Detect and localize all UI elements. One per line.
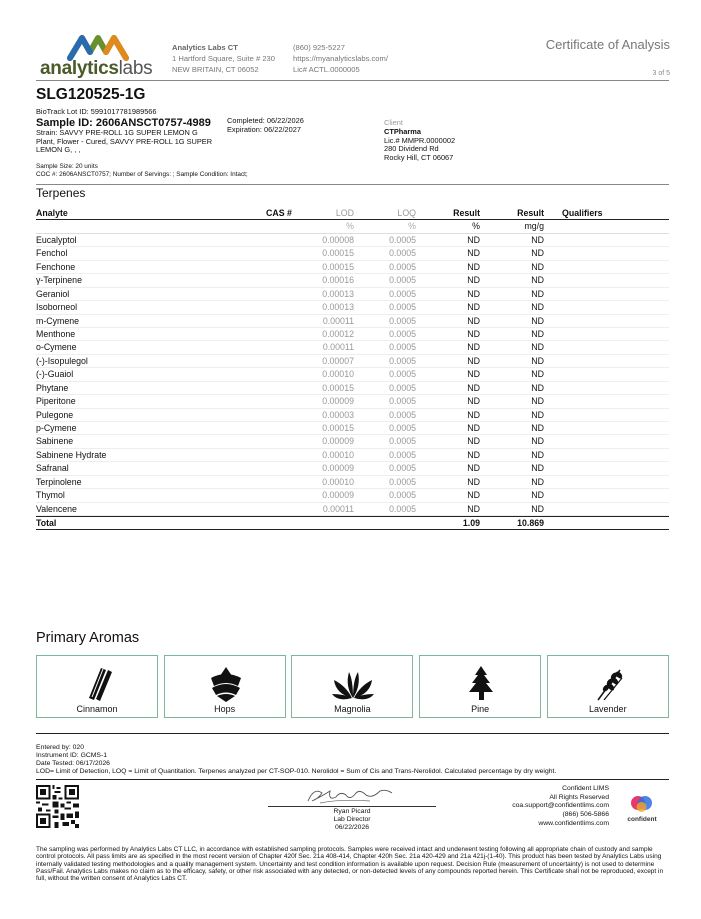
aroma-card-cinnamon bbox=[36, 655, 158, 718]
terpenes-table bbox=[36, 207, 669, 530]
lab-url[interactable]: https://myanalyticslabs.com/ bbox=[293, 54, 388, 63]
table-row bbox=[36, 409, 669, 422]
cell-loq: 0.0005 bbox=[389, 503, 416, 514]
table-row bbox=[36, 449, 669, 462]
cell-result-mg: ND bbox=[531, 503, 544, 514]
cell-result-mg: ND bbox=[531, 328, 544, 339]
sample-meta-bottom bbox=[36, 163, 248, 178]
aroma-card-pine bbox=[419, 655, 541, 718]
sample-title: SLG120525-1G bbox=[36, 86, 146, 103]
cell-lod: 0.00015 bbox=[322, 248, 354, 259]
cell-result-mg: ND bbox=[531, 261, 544, 272]
cell-result-mg: ND bbox=[531, 423, 544, 433]
cell-result-mg: ND bbox=[531, 382, 544, 393]
terpenes-section-title: Terpenes bbox=[36, 186, 86, 200]
footer-divider bbox=[36, 733, 669, 734]
cell-loq: 0.0005 bbox=[389, 382, 416, 393]
table-row bbox=[36, 341, 669, 354]
cell-result-mg: ND bbox=[531, 463, 544, 474]
cell-result-mg: ND bbox=[531, 315, 544, 326]
lims-rights: All Rights Reserved bbox=[549, 793, 609, 801]
cell-result-percent: ND bbox=[467, 288, 480, 299]
aroma-label: Magnolia bbox=[334, 704, 371, 714]
cell-analyte: Fenchol bbox=[36, 248, 68, 259]
cell-analyte: Isoborneol bbox=[36, 302, 78, 313]
cell-loq: 0.0005 bbox=[389, 248, 416, 259]
cell-lod: 0.00008 bbox=[322, 234, 354, 245]
cell-lod: 0.00003 bbox=[322, 409, 354, 420]
cell-loq: 0.0005 bbox=[389, 463, 416, 474]
table-row bbox=[36, 355, 669, 368]
total-result-percent: 1.09 bbox=[462, 518, 480, 529]
page-number: 3 of 5 bbox=[652, 70, 670, 77]
cell-result-percent: ND bbox=[467, 342, 480, 353]
cell-lod: 0.00013 bbox=[322, 288, 354, 299]
cell-result-mg: ND bbox=[531, 396, 544, 407]
cell-loq: 0.0005 bbox=[389, 396, 416, 407]
cell-loq: 0.0005 bbox=[389, 436, 416, 447]
cell-loq: 0.0005 bbox=[389, 315, 416, 326]
cell-loq: 0.0005 bbox=[389, 409, 416, 420]
signature-icon bbox=[300, 783, 400, 808]
cell-result-percent: ND bbox=[467, 449, 480, 460]
cell-lod: 0.00012 bbox=[322, 328, 354, 339]
cell-analyte: Sabinene bbox=[36, 436, 74, 447]
cell-result-percent: ND bbox=[467, 355, 480, 366]
cell-result-percent: ND bbox=[467, 423, 480, 433]
sample-id: Sample ID: 2606ANSCT0757-4989 bbox=[36, 116, 211, 129]
table-row bbox=[36, 274, 669, 287]
cell-result-mg: ND bbox=[531, 275, 544, 286]
table-row bbox=[36, 476, 669, 489]
table-total-row bbox=[36, 516, 669, 529]
cell-result-mg: ND bbox=[531, 409, 544, 420]
cell-loq: 0.0005 bbox=[389, 369, 416, 380]
cell-analyte: (-)-Isopulegol bbox=[36, 355, 88, 366]
lab-name: Analytics Labs CT bbox=[172, 43, 238, 52]
coc-info: COC #: 2606ANSCT0757; Number of Servings: ; Sample Condition: Intact; bbox=[36, 170, 248, 178]
total-result-mg: 10.869 bbox=[517, 518, 544, 529]
cell-loq: 0.0005 bbox=[389, 355, 416, 366]
aromas-section-title: Primary Aromas bbox=[36, 630, 140, 646]
cell-analyte: Thymol bbox=[36, 490, 65, 501]
cell-loq: 0.0005 bbox=[389, 490, 416, 501]
table-units-row bbox=[36, 220, 669, 233]
lims-info bbox=[512, 785, 609, 829]
header-result-percent: Result bbox=[453, 208, 480, 218]
lab-phone: (860) 925-5227 bbox=[293, 43, 345, 52]
cell-result-percent: ND bbox=[467, 369, 480, 380]
signer-name: Ryan Picard bbox=[333, 808, 371, 815]
client-name: CTPharma bbox=[384, 126, 421, 136]
expiration-date: Expiration: 06/22/2027 bbox=[227, 124, 301, 134]
cell-loq: 0.0005 bbox=[389, 288, 416, 299]
aroma-card-magnolia bbox=[291, 655, 413, 718]
cell-lod: 0.00009 bbox=[322, 490, 354, 501]
cell-result-percent: ND bbox=[467, 328, 480, 339]
lab-contact bbox=[293, 42, 388, 75]
cell-analyte: Eucalyptol bbox=[36, 234, 77, 245]
signer-date: 06/22/2026 bbox=[334, 823, 370, 831]
lims-email[interactable]: coa.support@confidentlims.com bbox=[512, 802, 609, 810]
header-divider bbox=[36, 80, 669, 81]
cell-lod: 0.00009 bbox=[322, 396, 354, 407]
hops-icon bbox=[165, 664, 287, 702]
pine-icon bbox=[420, 664, 542, 702]
table-row bbox=[36, 382, 669, 395]
cell-analyte: Fenchone bbox=[36, 261, 76, 272]
cell-lod: 0.00015 bbox=[322, 382, 354, 393]
cell-analyte: Pulegone bbox=[36, 409, 74, 420]
cell-result-mg: ND bbox=[531, 436, 544, 447]
aromas-row bbox=[36, 655, 669, 718]
lab-info bbox=[172, 42, 275, 75]
date-tested: Date Tested: 06/17/2026 bbox=[36, 760, 110, 767]
cell-loq: 0.0005 bbox=[389, 342, 416, 353]
cell-analyte: Piperitone bbox=[36, 396, 76, 407]
cell-result-mg: ND bbox=[531, 476, 544, 487]
table-row bbox=[36, 503, 669, 516]
confident-logo-text: confident bbox=[627, 816, 657, 823]
cell-analyte: p-Cymene bbox=[36, 423, 77, 433]
table-row bbox=[36, 234, 669, 247]
cell-lod: 0.00013 bbox=[322, 302, 354, 313]
cell-analyte: Sabinene Hydrate bbox=[36, 449, 107, 460]
cell-loq: 0.0005 bbox=[389, 302, 416, 313]
table-row bbox=[36, 395, 669, 408]
disclaimer: The sampling was performed by Analytics Labs CT LLC, in accordance with established sampling protocols. Samples were received intact and underwent testing following all appropriate chain of custody and sample control protocols. All pass limits are as specified in the most recent version of Chapter 420f Sec. 21a 408-414, Chapter 420h Sec. 21a 420-429 and 21a 421j-(1-40). This product has been tested by Analytics Labs using internally validated testing methodologies and a quality management system. Uncertainty and test condition information is available upon request. Decision Rule (measurement of uncertainty) is not used to determine Pass/Fail. Analytics Labs makes no claim as to the efficacy, safety, or other risk associated with any detected, or non-detected levels of any compounds reported herein. This Certificate shall not be reproduced, except in full, without the written consent of Analytics Labs CT. bbox=[36, 846, 664, 883]
strain: Strain: SAVVY PRE-ROLL 1G SUPER LEMON G bbox=[36, 127, 198, 137]
cell-lod: 0.00011 bbox=[322, 503, 354, 514]
cell-loq: 0.0005 bbox=[389, 476, 416, 487]
client-address1: 280 Dividend Rd bbox=[384, 144, 439, 154]
aroma-label: Hops bbox=[214, 704, 236, 714]
section-divider bbox=[36, 184, 669, 185]
cell-lod: 0.00010 bbox=[322, 476, 354, 487]
table-row bbox=[36, 462, 669, 475]
cell-lod: 0.00015 bbox=[322, 423, 354, 433]
entered-by: Entered by: 020 bbox=[36, 744, 84, 751]
cell-loq: 0.0005 bbox=[389, 234, 416, 245]
table-body bbox=[36, 234, 669, 516]
lab-license: Lic# ACTL.0000005 bbox=[293, 65, 360, 74]
cell-result-percent: ND bbox=[467, 302, 480, 313]
header-qualifiers: Qualifiers bbox=[562, 208, 603, 218]
cell-analyte: Phytane bbox=[36, 382, 69, 393]
footer-divider-2 bbox=[36, 779, 669, 780]
client-info bbox=[384, 119, 455, 163]
client-label: Client bbox=[384, 118, 403, 127]
logo-wordmark: analyticslabs bbox=[40, 58, 153, 79]
table-row bbox=[36, 315, 669, 328]
lims-phone: (866) 506-5866 bbox=[562, 811, 609, 819]
cell-result-percent: ND bbox=[467, 503, 480, 514]
unit-lod: % bbox=[346, 221, 354, 232]
lims-name: Confident LIMS bbox=[562, 785, 609, 792]
cell-lod: 0.00011 bbox=[322, 342, 354, 353]
cell-lod: 0.00010 bbox=[322, 449, 354, 460]
table-row bbox=[36, 422, 669, 435]
document-title: Certificate of Analysis bbox=[545, 37, 670, 52]
table-row bbox=[36, 489, 669, 502]
cell-result-percent: ND bbox=[467, 315, 480, 326]
table-row bbox=[36, 301, 669, 314]
cell-analyte: Menthone bbox=[36, 328, 76, 339]
definitions: LOD= Limit of Detection, LOQ = Limit of Quantitation. Terpenes analyzed per CT-SOP-010. Nerolidol = Sum of Cis and Trans-Nerolidol. Calculated percentage by dry weight. bbox=[36, 768, 557, 775]
cell-result-percent: ND bbox=[467, 476, 480, 487]
footer-meta bbox=[36, 744, 556, 776]
sample-size: Sample Size: 20 units bbox=[36, 163, 98, 170]
cell-result-mg: ND bbox=[531, 234, 544, 245]
cell-lod: 0.00009 bbox=[322, 463, 354, 474]
lab-address2: NEW BRITAIN, CT 06052 bbox=[172, 65, 259, 74]
header-analyte: Analyte bbox=[36, 208, 68, 218]
unit-loq: % bbox=[408, 221, 416, 232]
table-row bbox=[36, 288, 669, 301]
cell-analyte: (-)-Guaiol bbox=[36, 369, 74, 380]
cell-loq: 0.0005 bbox=[389, 328, 416, 339]
instrument-id: Instrument ID: GCMS-1 bbox=[36, 752, 108, 759]
cell-analyte: m-Cymene bbox=[36, 315, 80, 326]
cell-loq: 0.0005 bbox=[389, 275, 416, 286]
cell-result-mg: ND bbox=[531, 490, 544, 501]
sample-meta bbox=[36, 108, 212, 155]
cell-result-mg: ND bbox=[531, 449, 544, 460]
cell-loq: 0.0005 bbox=[389, 423, 416, 433]
cell-result-percent: ND bbox=[467, 409, 480, 420]
lab-address1: 1 Hartford Square, Suite # 230 bbox=[172, 54, 276, 63]
cell-analyte: Valencene bbox=[36, 503, 77, 514]
qr-code-icon[interactable] bbox=[36, 785, 79, 828]
lims-url[interactable]: www.confidentlims.com bbox=[538, 819, 609, 827]
table-row bbox=[36, 261, 669, 274]
completed-date: Completed: 06/22/2026 bbox=[227, 116, 304, 125]
cell-lod: 0.00016 bbox=[322, 275, 354, 286]
unit-result-percent: % bbox=[472, 221, 480, 232]
cell-result-percent: ND bbox=[467, 382, 480, 393]
total-label: Total bbox=[36, 518, 57, 529]
signer-block bbox=[268, 808, 436, 831]
sample-dates bbox=[227, 117, 304, 135]
header-cas: CAS # bbox=[266, 208, 292, 218]
sample-type-line2: LEMON G, , , bbox=[36, 145, 81, 155]
table-row bbox=[36, 368, 669, 381]
cell-lod: 0.00015 bbox=[322, 261, 354, 272]
cell-result-mg: ND bbox=[531, 248, 544, 259]
sample-type-line1: Plant, Flower - Cured, SAVVY PRE-ROLL 1G SUPER bbox=[36, 136, 213, 146]
signer-title: Lab Director bbox=[333, 815, 371, 823]
cell-lod: 0.00009 bbox=[322, 436, 354, 447]
lavender-icon bbox=[548, 664, 670, 702]
cell-result-mg: ND bbox=[531, 302, 544, 313]
unit-result-mg: mg/g bbox=[524, 221, 544, 232]
confident-logo-icon bbox=[622, 793, 662, 825]
cell-result-mg: ND bbox=[531, 342, 544, 353]
biotrack-id: BioTrack Lot ID: 5991017781989566 bbox=[36, 107, 157, 116]
cell-lod: 0.00010 bbox=[322, 369, 354, 380]
cell-lod: 0.00011 bbox=[322, 315, 354, 326]
cell-result-percent: ND bbox=[467, 463, 480, 474]
cell-analyte: Terpinolene bbox=[36, 476, 82, 487]
header-loq: LOQ bbox=[397, 208, 416, 218]
cell-result-percent: ND bbox=[467, 490, 480, 501]
table-row bbox=[36, 247, 669, 260]
cell-result-mg: ND bbox=[531, 369, 544, 380]
cell-loq: 0.0005 bbox=[389, 449, 416, 460]
magnolia-icon bbox=[292, 664, 414, 702]
aroma-label: Cinnamon bbox=[76, 704, 118, 714]
cell-loq: 0.0005 bbox=[389, 261, 416, 272]
aroma-card-hops bbox=[164, 655, 286, 718]
cell-result-percent: ND bbox=[467, 234, 480, 245]
client-address2: Rocky Hill, CT 06067 bbox=[384, 153, 454, 163]
client-license: Lic.# MMPR.0000002 bbox=[384, 135, 456, 145]
cell-result-mg: ND bbox=[531, 288, 544, 299]
cell-analyte: γ-Terpinene bbox=[36, 275, 82, 286]
header-result-mg: Result bbox=[517, 208, 544, 218]
cell-result-percent: ND bbox=[467, 436, 480, 447]
cell-result-percent: ND bbox=[467, 248, 480, 259]
aroma-card-lavender bbox=[547, 655, 669, 718]
aroma-label: Pine bbox=[471, 704, 490, 714]
header-lod: LOD bbox=[335, 208, 354, 218]
table-header-row bbox=[36, 207, 669, 220]
cell-result-percent: ND bbox=[467, 396, 480, 407]
signature-line bbox=[268, 806, 436, 807]
aroma-label: Lavender bbox=[589, 704, 627, 714]
cell-analyte: Safranal bbox=[36, 463, 69, 474]
cell-lod: 0.00007 bbox=[322, 355, 354, 366]
cell-analyte: o-Cymene bbox=[36, 342, 77, 353]
table-row bbox=[36, 328, 669, 341]
cell-result-mg: ND bbox=[531, 355, 544, 366]
cell-result-percent: ND bbox=[467, 275, 480, 286]
table-row bbox=[36, 435, 669, 448]
cell-analyte: Geraniol bbox=[36, 288, 70, 299]
cinnamon-icon bbox=[37, 664, 159, 702]
cell-result-percent: ND bbox=[467, 261, 480, 272]
